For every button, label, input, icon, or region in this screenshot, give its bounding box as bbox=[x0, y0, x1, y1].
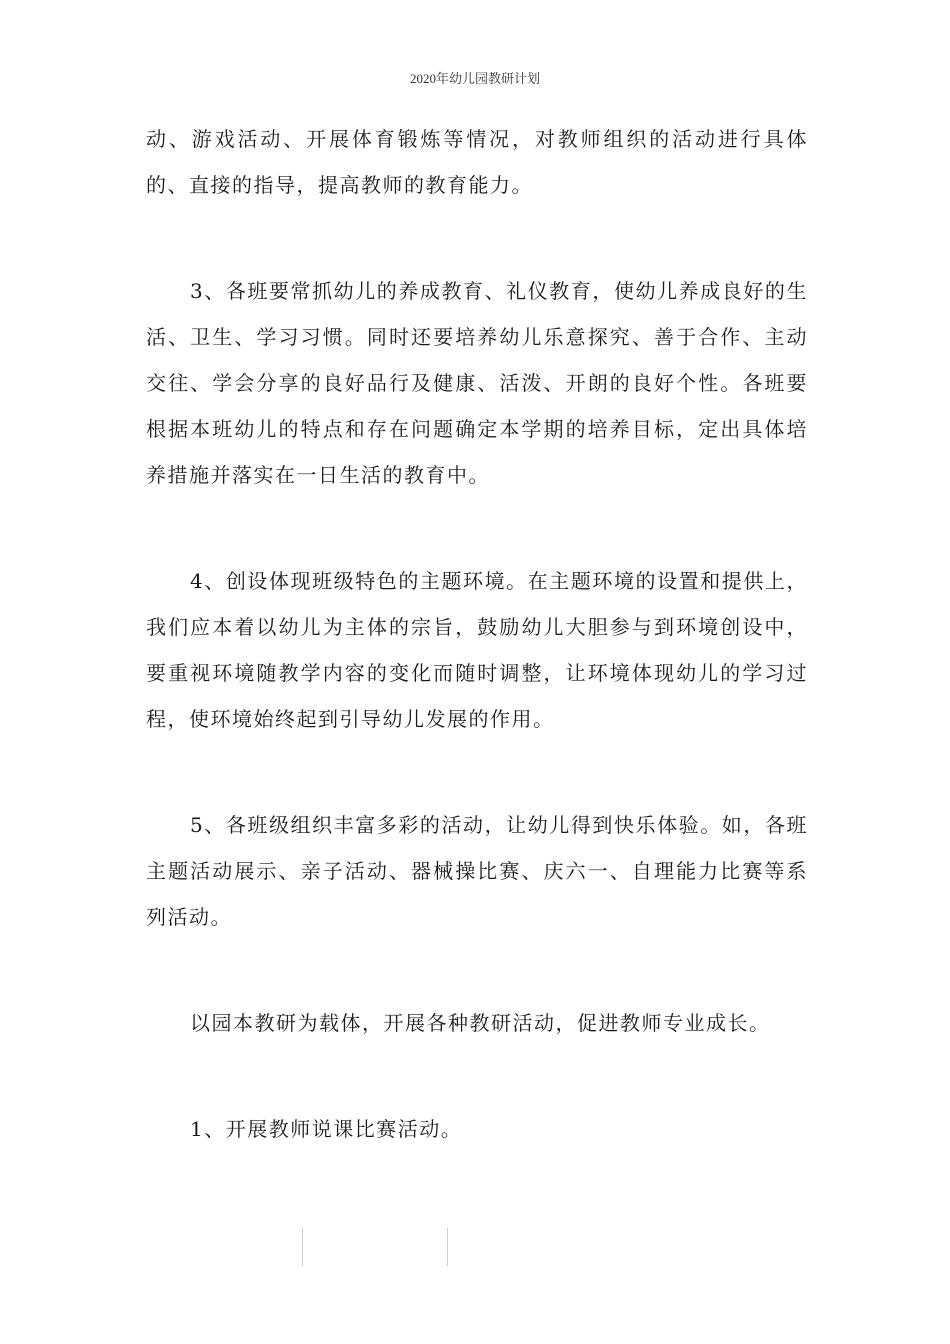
paragraph-gap bbox=[146, 208, 808, 268]
paragraph-gap bbox=[146, 498, 808, 558]
paragraph-section-intro: 以园本教研为载体，开展各种教研活动，促进教师专业成长。 bbox=[190, 1011, 771, 1035]
document-body bbox=[146, 116, 808, 1152]
paragraph-item-1: 1、开展教师说课比赛活动。 bbox=[190, 1117, 463, 1141]
paragraph-item-4: 4、创设体现班级特色的主题环境。在主题环境的设置和提供上，我们应本着以幼儿为主体的宗旨，鼓励幼儿大胆参与到环境创设中，要重视环境随教学内容的变化而随时调整，让环境体现幼儿的学习过程，使环境始终起到引导幼儿发展的作用。 bbox=[146, 569, 808, 731]
footer-divider-left bbox=[302, 1228, 303, 1266]
paragraph-item-3: 3、各班要常抓幼儿的养成教育、礼仪教育，使幼儿养成良好的生活、卫生、学习习惯。同时还要培养幼儿乐意探究、善于合作、主动交往、学会分享的良好品行及健康、活泼、开朗的良好个性。各班要根据本班幼儿的特点和存在问题确定本学期的培养目标，定出具体培养措施并落实在一日生活的教育中。 bbox=[146, 279, 808, 487]
paragraph-item-5: 5、各班级组织丰富多彩的活动，让幼儿得到快乐体验。如，各班主题活动展示、亲子活动、器械操比赛、庆六一、自理能力比赛等系列活动。 bbox=[146, 813, 808, 929]
paragraph-gap bbox=[146, 1046, 808, 1106]
paragraph-continuation: 动、游戏活动、开展体育锻炼等情况，对教师组织的活动进行具体的、直接的指导，提高教师的教育能力。 bbox=[146, 127, 808, 197]
paragraph-gap bbox=[146, 940, 808, 1000]
page-header-title: 2020年幼儿园教研计划 bbox=[409, 71, 540, 86]
footer-divider-right bbox=[447, 1228, 448, 1266]
paragraph-gap bbox=[146, 742, 808, 802]
